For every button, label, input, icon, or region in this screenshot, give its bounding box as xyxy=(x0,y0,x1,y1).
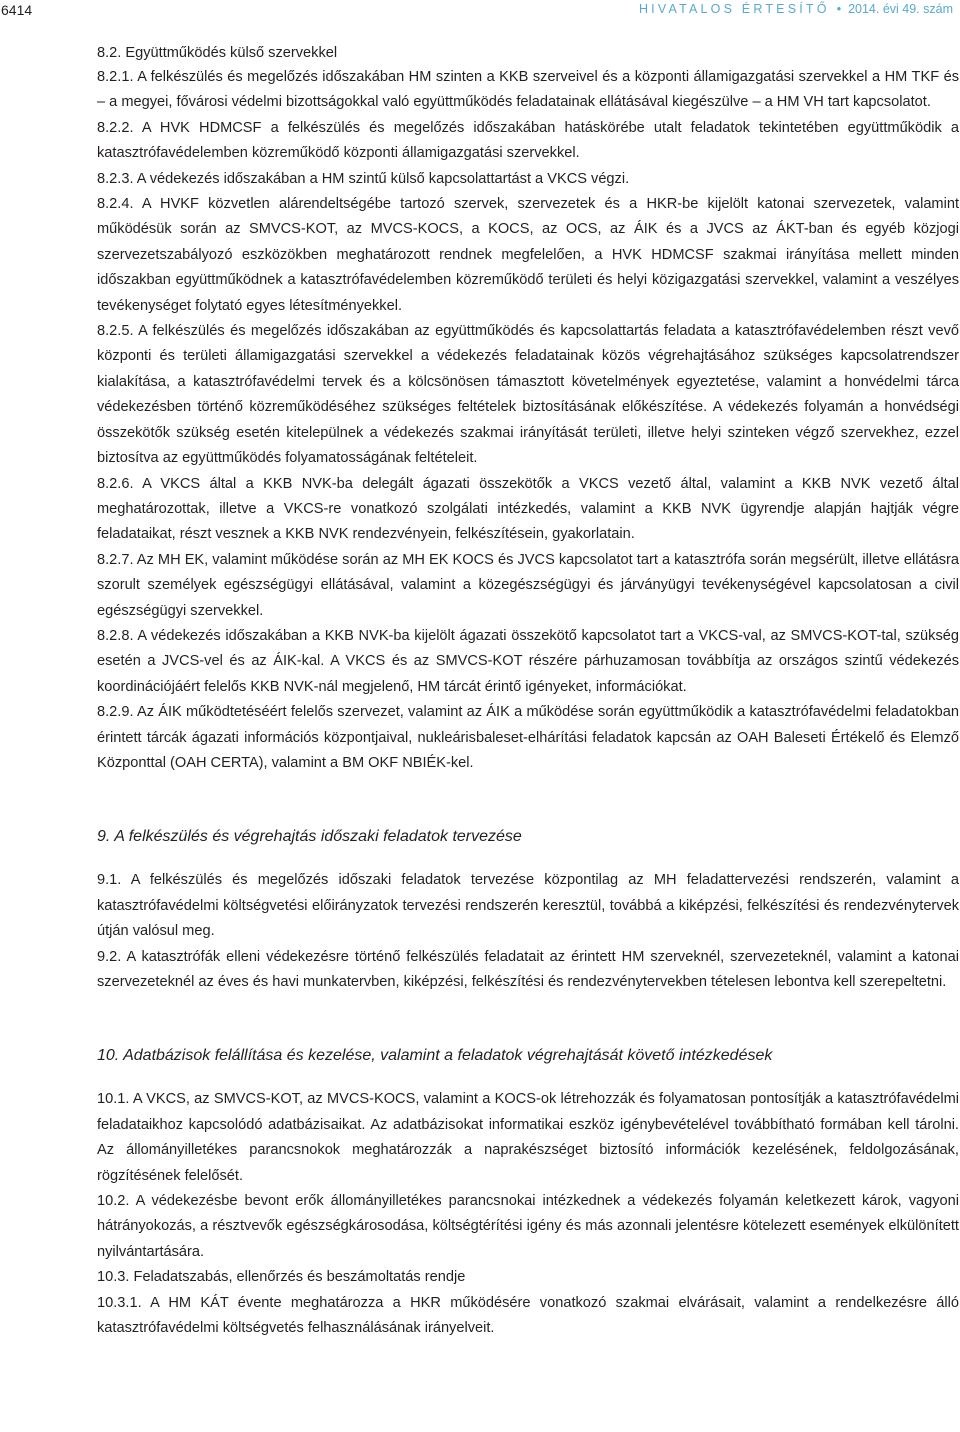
paragraph xyxy=(97,1291,959,1342)
journal-info xyxy=(639,2,953,16)
section-8-2-paragraphs xyxy=(97,65,959,776)
paragraph xyxy=(97,945,959,996)
paragraph xyxy=(97,1265,959,1290)
journal-issue: 2014. évi 49. szám xyxy=(848,2,953,16)
paragraph-text: Az MH EK, valamint működése során az MH EK KOCS és JVCS kapcsolatot tart a katasztrófa során megsérült, illetve ellátásra szorult személyek egészségügyi ellátásával, valamint a közegészségügyi és járványügyi tevékenységével kapcsolatosan a civil egészségügyi szervekkel. xyxy=(97,551,959,619)
section-heading: 9. A felkészülés és végrehajtás időszaki feladatok tervezése xyxy=(97,828,522,846)
page-header xyxy=(0,0,960,22)
paragraph-text: A védekezésbe bevont erők állományilletékes parancsnokai intézkednek a védekezés folyamán keletkezett károk, vagyoni hátrányokozás, a résztvevők egészségkárosodása, költségtérítési igény és más azonnali jelentésre kötelezett események elkülönített nyilvántartására. xyxy=(97,1193,959,1260)
paragraph xyxy=(97,1087,959,1189)
paragraph-number: 8.2.4. xyxy=(97,196,134,213)
paragraph xyxy=(97,472,959,548)
paragraph-text: Feladatszabás, ellenőrzés és beszámoltatás rendje xyxy=(133,1269,466,1286)
paragraph-text: A felkészülés és megelőzés időszakában HM szinten a KKB szerveivel és a központi államigazgatási szervekkel a HM TKF és – a megyei, fővárosi védelmi bizottságokkal való együttműködés feladatainak ellátásával kiegészülve – a HM VH tart kapcsolatot. xyxy=(97,69,960,111)
paragraph xyxy=(97,192,959,319)
paragraph xyxy=(97,548,959,624)
paragraph xyxy=(97,116,959,167)
paragraph xyxy=(97,1189,959,1265)
paragraph xyxy=(97,868,959,944)
paragraph-number: 10.3.1. xyxy=(97,1294,142,1311)
paragraph-text: A VKCS által a KKB NVK-ba delegált ágazati összekötők a VKCS vezető által, valamint a KKB NVK vezető által meghatározottak, illetve a VKCS-re vonatkozó szolgálati intézkedés, valamint a KKB NVK ügyrendje alapján hajtják végre feladataikat, részt vesznek a KKB NVK rendezvényein, felkészítésein, gyakorlatain. xyxy=(97,475,959,543)
journal-name: HIVATALOS ÉRTESÍTŐ xyxy=(638,2,830,16)
spacer xyxy=(97,995,959,1045)
paragraph-number: 9.2. xyxy=(97,948,122,965)
page-number: 6414 xyxy=(1,2,33,18)
section-title: 8.2. Együttműködés külső szervekkel xyxy=(97,45,338,61)
paragraph xyxy=(97,624,959,700)
section-10-paragraphs xyxy=(97,1087,959,1341)
paragraph xyxy=(97,167,959,192)
paragraph-text: Az ÁIK működtetéséért felelős szervezet, valamint az ÁIK a működése során együttműködik a katasztrófavédelmi feladatokban érintett tárcák ágazati információs központjaival, nukleárisbaleset-elhárítási feladatok kapcsán az OAH Baleseti Értékelő és Elemző Központtal (OAH CERTA), valamint a BM OKF NBIÉK-kel. xyxy=(97,704,959,771)
paragraph xyxy=(97,65,959,116)
paragraph xyxy=(97,319,959,471)
separator-dot: • xyxy=(836,2,842,16)
paragraph-text: A VKCS, az SMVCS-KOT, az MVCS-KOCS, valamint a KOCS-ok létrehozzák és folyamatosan pontosítják a katasztrófavédelmi feladataikhoz kapcsolódó adatbázisaikat. Az adatbázisokat informatikai eszköz igénybevételével továbbítható formában kell tárolni. Az állományilletékes parancsnokok meghatározzák a naprakészséget biztosító információk kezelésének, feldolgozásának, rögzítésének felelősét. xyxy=(97,1091,959,1184)
paragraph-number: 8.2.8. xyxy=(97,627,134,644)
paragraph-number: 8.2.5. xyxy=(97,323,134,340)
paragraph-text: A felkészülés és megelőzés időszakában az együttműködés és kapcsolattartás feladata a katasztrófavédelemben részt vevő központi és területi államigazgatási szervekkel a védekezés feladatainak közös végrehajtásához szükséges kapcsolatrendszer kialakítása, a katasztrófavédelmi tervek és a kölcsönösen támasztott követelmények egyeztetése, valamint a honvédelmi tárca védekezésben történő közreműködéséhez szükséges feltételek biztosításának előkészítése. A védekezés folyamán a honvédségi összekötők szükség esetén kitelepülnek a védekezés szakmai irányítását területi, illetve helyi szinteken végző szervekhez, ezzel biztosítva az együttműködés folyamatosságának feltételeit. xyxy=(97,323,960,467)
section-9-paragraphs xyxy=(97,868,959,995)
paragraph-text: A katasztrófák elleni védekezésre történő felkészülés feladatait az érintett HM szerveknél, szervezeteknél, valamint a katonai szervezeteknél az éves és havi munkatervben, kiképzési, felkészítési és rendezvénytervekben tételesen lebontva kell szerepeltetni. xyxy=(97,948,960,990)
paragraph-text: A HM KÁT évente meghatározza a HKR működésére vonatkozó szakmai elvárásait, valamint a rendelkezésre álló katasztrófavédelmi költségvetés felhasználásának irányelveit. xyxy=(97,1294,959,1337)
document-body xyxy=(97,42,959,1341)
paragraph-number: 8.2.6. xyxy=(97,475,134,492)
spacer xyxy=(97,848,959,868)
section-heading: 10. Adatbázisok felállítása és kezelése, valamint a feladatok végrehajtását követő intézkedések xyxy=(97,1047,773,1065)
paragraph-number: 9.1. xyxy=(97,872,122,889)
spacer xyxy=(97,1067,959,1087)
paragraph-number: 8.2.3. xyxy=(97,170,134,187)
paragraph-number: 10.2. xyxy=(97,1193,130,1210)
paragraph-text: A HVKF közvetlen alárendeltségébe tartozó szervek, szervezetek és a HKR-be kijelölt katonai szervezetek, valamint működésük során az SMVCS-KOT, az MVCS-KOCS, a KOCS, az OCS, az ÁIK és a JVCS az ÁKT-ban és egyéb közjogi szervezetszabályozó eszközökben meghatározott rendnek megfelelően, a HVK HDMCSF szakmai irányítása mellett minden időszakban együttműködnek a katasztrófavédelemben közreműködő területi és helyi közigazgatási szervekkel, valamint a veszélyes tevékenységet folytató egyes létesítményekkel. xyxy=(97,196,960,314)
paragraph xyxy=(97,700,959,776)
paragraph-text: A felkészülés és megelőzés időszaki feladatok tervezése központilag az MH feladattervezési rendszerén, valamint a katasztrófavédelmi költségvetési előirányzatok tervezési rendszerén keresztül, továbbá a kiképzési, felkészítési és rendezvénytervek útján valósul meg. xyxy=(97,872,959,940)
paragraph-number: 10.3. xyxy=(97,1269,130,1286)
paragraph-number: 8.2.9. xyxy=(97,704,134,721)
paragraph-text: A védekezés időszakában a HM szintű külső kapcsolattartást a VKCS végzi. xyxy=(136,170,630,187)
spacer xyxy=(97,776,959,826)
paragraph-number: 8.2.2. xyxy=(97,119,134,136)
paragraph-number: 8.2.7. xyxy=(97,551,134,568)
paragraph-number: 8.2.1. xyxy=(97,69,134,85)
paragraph-number: 10.1. xyxy=(97,1091,130,1108)
paragraph-text: A védekezés időszakában a KKB NVK-ba kijelölt ágazati összekötő kapcsolatot tart a VKCS-val, az SMVCS-KOT-tal, szükség esetén a JVCS-vel és az ÁIK-kal. A VKCS és az SMVCS-KOT részére párhuzamosan továbbítja az országos szintű védekezés koordinációjáért felelős KKB NVK-nál megjelenő, HM tárcát érintő igényeket, információkat. xyxy=(97,627,959,695)
paragraph-text: A HVK HDMCSF a felkészülés és megelőzés időszakában hatáskörébe utalt feladatok tekintetében együttműködik a katasztrófavédelemben közreműködő központi államigazgatási szervekkel. xyxy=(97,119,959,162)
